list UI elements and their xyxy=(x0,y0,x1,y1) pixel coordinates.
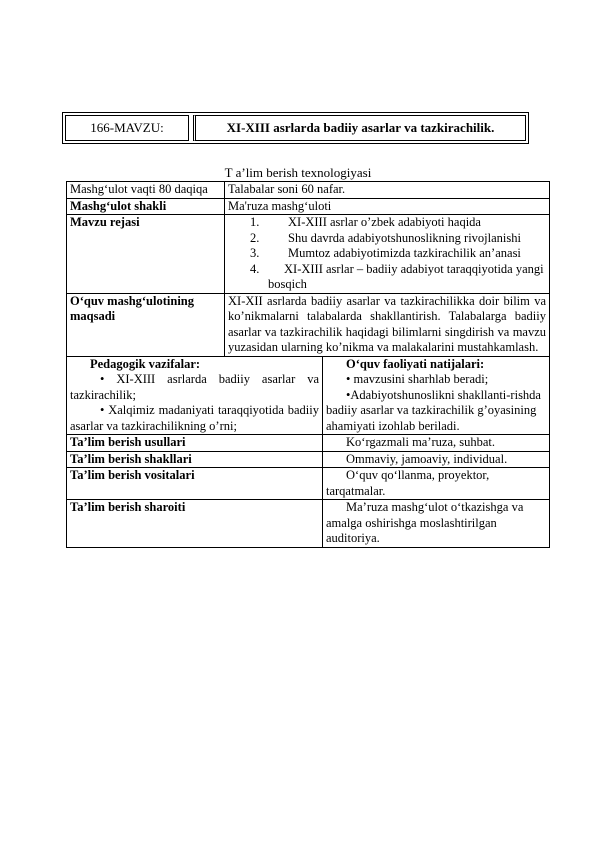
pedagogical-tasks-cell xyxy=(67,356,323,435)
table-row xyxy=(67,356,550,435)
row-label: Mashg‘ulot shakli xyxy=(67,198,225,215)
row-value: Ma’ruza mashg‘ulot o‘tkazishga va amalga oshirishga moslashtirilgan auditoriya. xyxy=(323,500,550,548)
table-row xyxy=(67,293,550,356)
plan-list-cell xyxy=(225,215,550,294)
topic-number: 166-MAVZU: xyxy=(65,115,189,141)
topic-banner xyxy=(62,112,529,144)
list-text: XI-XIII asrlar – badiiy adabiyot taraqqiyotida yangi bosqich xyxy=(268,261,544,291)
list-text: XI-XIII asrlar o’zbek adabiyoti haqida xyxy=(288,215,481,229)
table-row xyxy=(67,215,550,294)
row-label: Mavzu rejasi xyxy=(67,215,225,294)
list-number: 1. xyxy=(250,215,260,229)
row-label: Ta’lim berish vositalari xyxy=(67,468,323,500)
learning-outcomes-title: O‘quv faoliyati natijalari: xyxy=(346,356,485,371)
row-label: Ta’lim berish sharoiti xyxy=(67,500,323,548)
row-value: Talabalar soni 60 nafar. xyxy=(225,182,550,199)
learning-outcomes-cell xyxy=(323,356,550,435)
row-label: Ta’lim berish shakllari xyxy=(67,451,323,468)
list-item: • mavzusini sharhlab beradi; xyxy=(346,372,489,386)
table-row xyxy=(67,468,550,500)
topic-title: XI-XIII asrlarda badiiy asarlar va tazkirachilik. xyxy=(193,115,526,141)
list-text: Shu davrda adabiyotshunoslikning rivojlanishi xyxy=(288,230,521,245)
row-value: XI-XII asrlarda badiiy asarlar va tazkirachilikka doir bilim va ko’nikmalarni talabalarda shakllantirish. Talabalarga badiiy asarlar va tazkirachilik haqidagi bilimlarni singdirish va mavzu yuzasidan ularning ko’nikma va malakalarini mustahkamlash. xyxy=(225,293,550,356)
list-item: • Xalqimiz madaniyati taraqqiyotida badiiy asarlar va tazkirachilikning o’rni; xyxy=(70,403,319,433)
pedagogical-tasks-title: Pedagogik vazifalar: xyxy=(90,356,201,371)
row-label: O‘quv mashg‘ulotining maqsadi xyxy=(67,293,225,356)
list-number: 3. xyxy=(250,246,260,260)
list-item: • XI-XIII asrlarda badiiy asarlar va tazkirachilik; xyxy=(70,372,319,402)
row-label: Ta’lim berish usullari xyxy=(67,435,323,452)
list-item xyxy=(228,246,546,262)
plan-list xyxy=(228,215,546,293)
list-item xyxy=(228,215,546,231)
row-value: Ma'ruza mashg‘uloti xyxy=(225,198,550,215)
list-text: Mumtoz adabiyotimizda tazkirachilik an’anasi xyxy=(288,246,521,260)
table-row xyxy=(67,500,550,548)
row-label: Mashg‘ulot vaqti 80 daqiqa xyxy=(67,182,225,199)
list-number: 4. xyxy=(250,261,260,276)
lesson-technology-table xyxy=(66,181,550,548)
table-row xyxy=(67,182,550,199)
table-row xyxy=(67,451,550,468)
table-heading: T a’lim berish texnologiyasi xyxy=(224,165,372,180)
row-value: Ko‘rgazmali ma’ruza, suhbat. xyxy=(323,435,550,452)
list-item xyxy=(228,231,546,247)
table-row xyxy=(67,198,550,215)
table-row xyxy=(67,435,550,452)
row-value: Ommaviy, jamoaviy, individual. xyxy=(323,451,550,468)
row-value: O‘quv qo‘llanma, proyektor, tarqatmalar. xyxy=(323,468,550,500)
list-number: 2. xyxy=(250,230,260,245)
list-item: •Adabiyotshunoslikni shakllanti-rishda badiiy asarlar va tazkirachilik g’oyasining ahamiyati izohlab beriladi. xyxy=(326,387,541,433)
list-item xyxy=(228,262,546,293)
